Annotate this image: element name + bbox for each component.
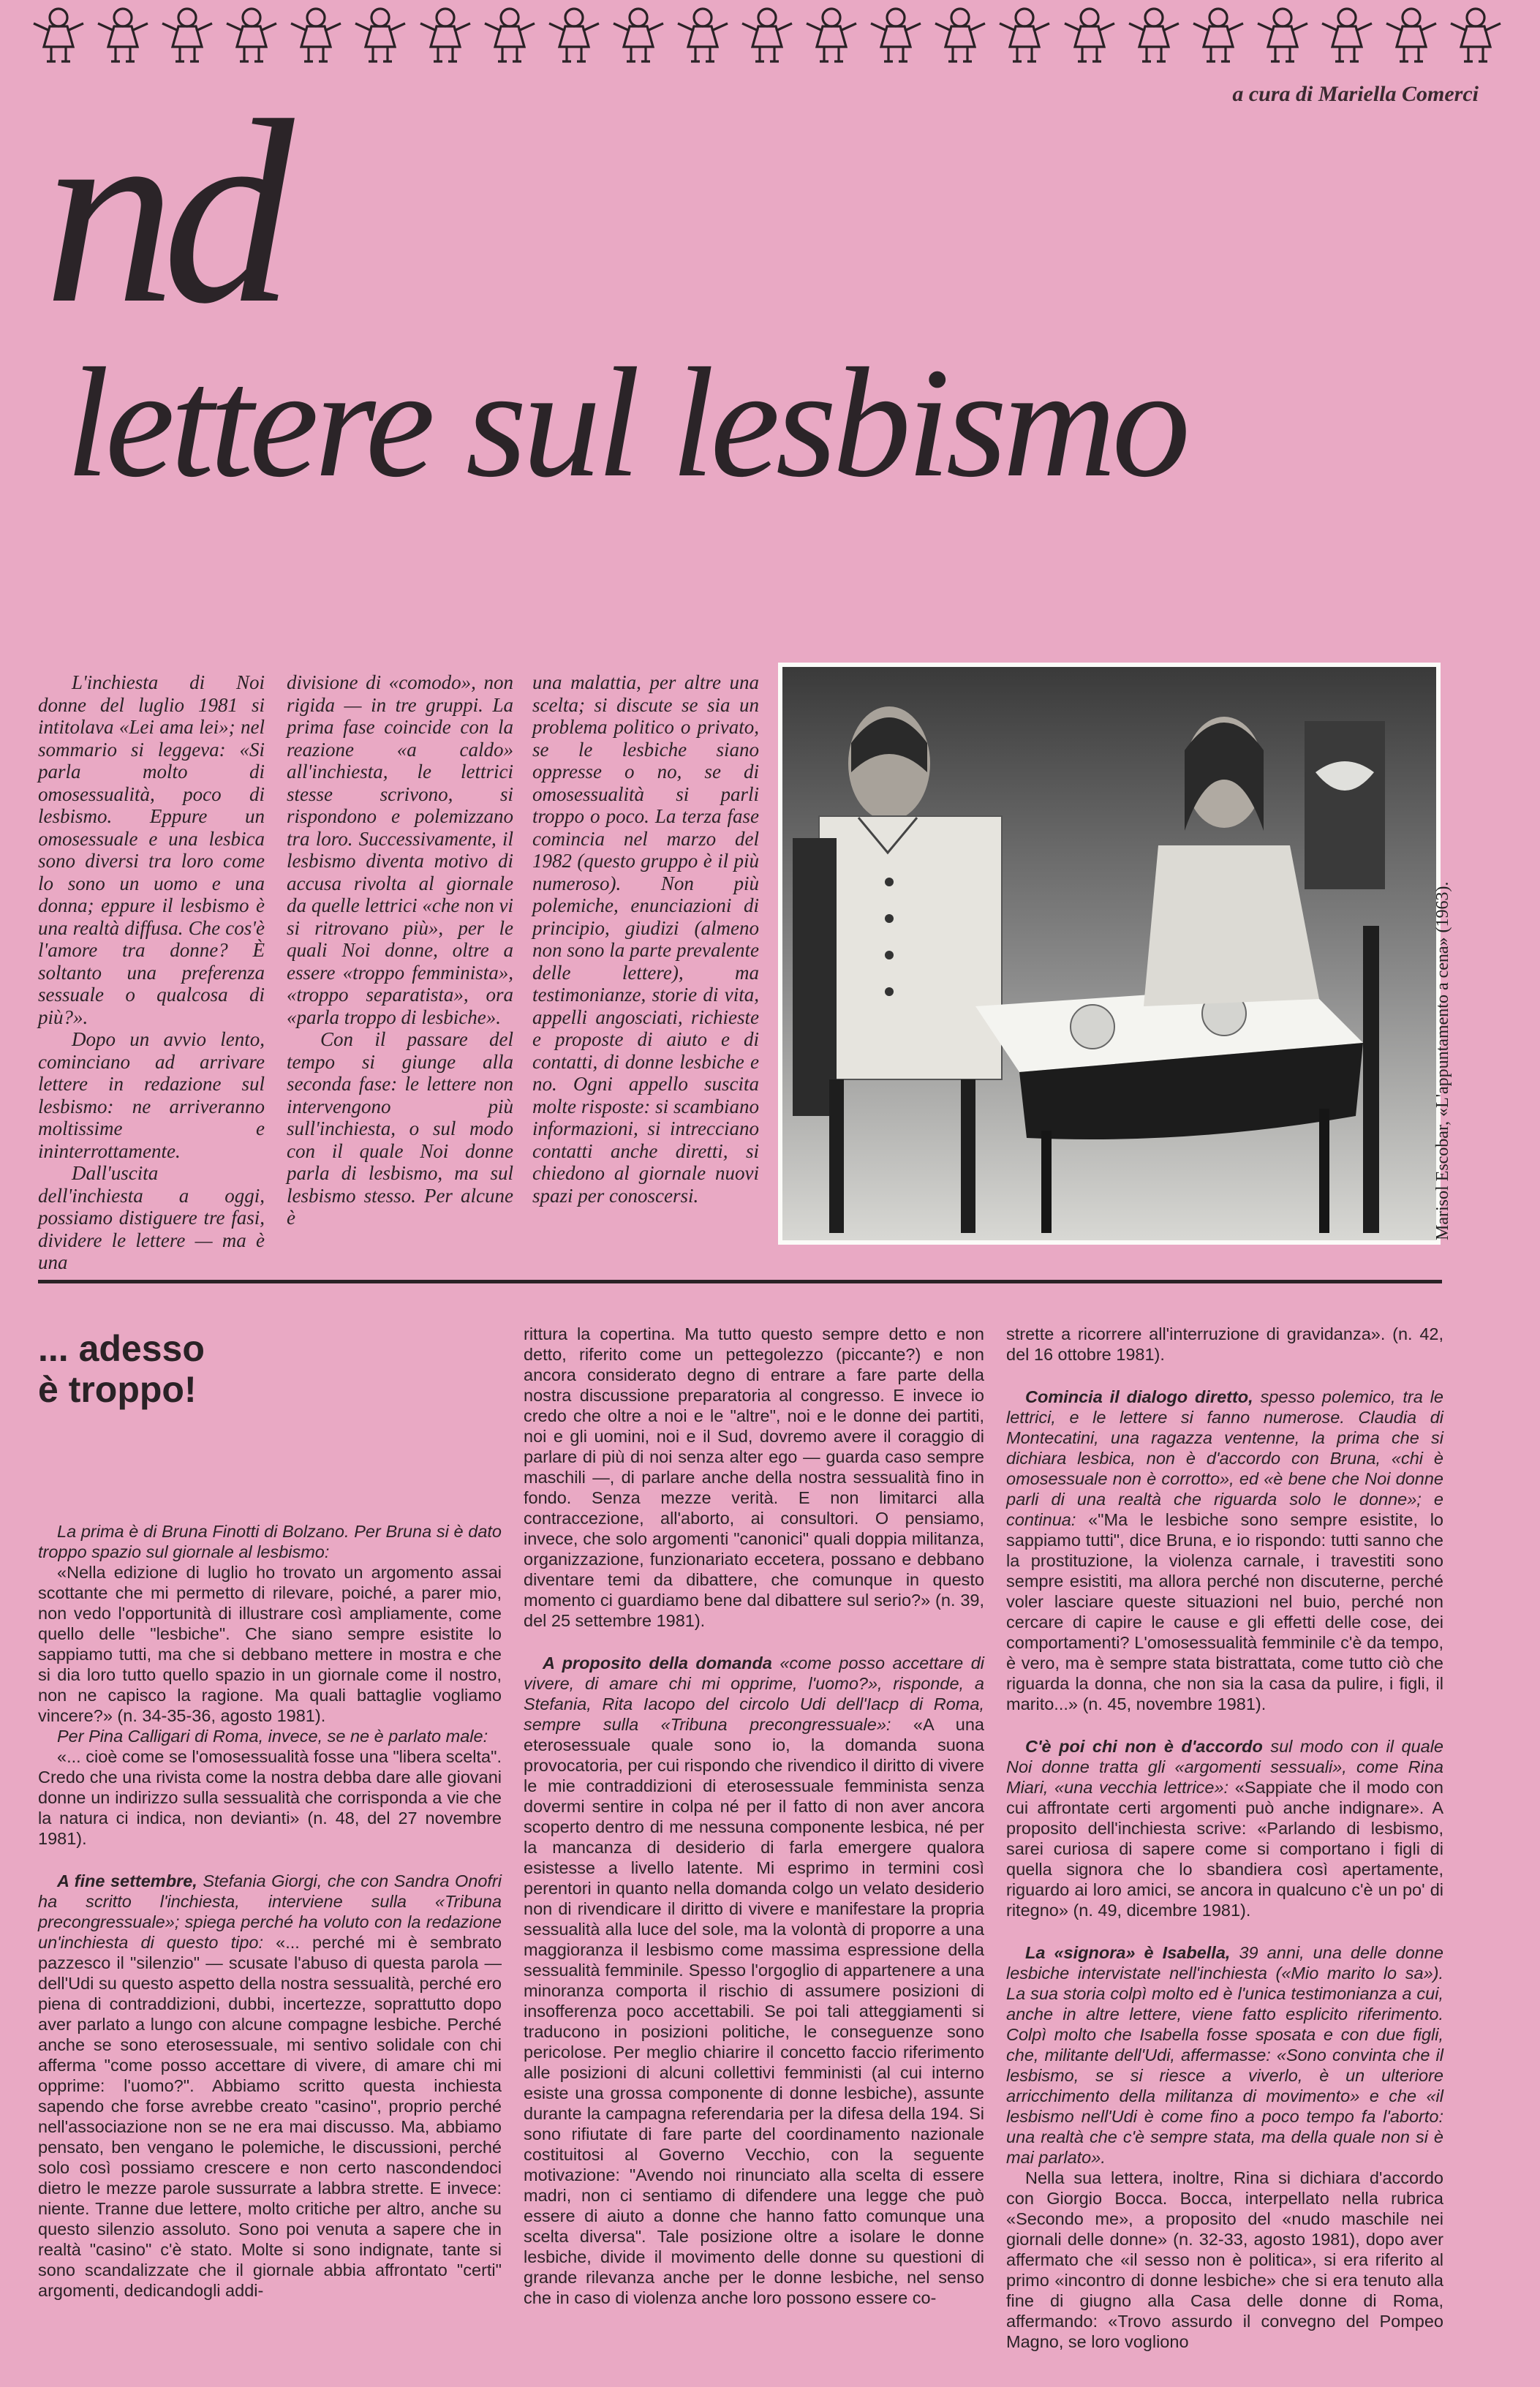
paper-doll-icon [351,6,415,73]
paragraph-body: «... perché mi è sembrato pazzesco il "silenzio" — scusate l'abuso di questa parola — dell'Udi su questo aspetto della nostra sessualità, perché ero piena di contraddizioni, dubbi, incertezze, soprattutto dopo aver parlato a lungo con alcune compagne lesbiche. Perché anche se sono eterosessuale, mi sentivo solidale con chi afferma "come posso accettare di vivere, di amare chi mi opprime: l'uomo?". Abbiamo scritto questa inchiesta sapendo che forse avrebbe creato "casino", proprio perché nell'associazione non se ne era mai discusso. Ma, abbiamo pensato, ben vengano le polemiche, le discussioni, perché solo così possiamo crescere e non certo nascondendoci dietro le mezze parole sussurrate a labbra strette. E invece: niente. Tranne due lettere, molto critiche per altro, anche su questo silenzio assoluto. Sono poi venuta a sapere che in realtà "casino" c'è stato. Molte si sono indignate, tante si sono scandalizzate che il giornale abbia affrontato "certi" argomenti, dedicandogli addi- [38,1933,502,2300]
intro-paragraph: Dopo un avvio lento, cominciano ad arrivare lettere in redazione sul lesbismo: ne arriveranno moltissime e ininterrottamente. [38,1028,265,1162]
paper-doll-icon [416,6,480,73]
paragraph-lead: A proposito della domanda [543,1653,772,1673]
body-paragraph: La prima è di Bruna Finotti di Bolzano. Per Bruna si è dato troppo spazio sul giornale al lesbismo: [38,1522,502,1561]
body-paragraph: rittura la copertina. Ma tutto questo sempre detto e non detto, riferito come un pettegolezzo (piccante?) e non ancora considerato degno di entrare a fare parte della nostra discussione preparatoria al congresso. E invece io credo che oltre a noi e le "altre", noi e le donne dei partiti, noi e gli uomini, noi e il Sud, dovremo avere il coraggio di parlare di più di noi senza alter ego — guarda caso sempre maschili —, di parlare anche della nostra sessualità fino in fondo. Senza mezze verità. E non limitarci alla contraccezione, all'aborto, ai consultori. O pensiamo, invece, che solo argomenti "canonici" quali doppia militanza, organizzazione, funzionariato eccetera, possano e debbano diventare temi da dibattere, che comunque in questo momento ci guardiamo bene dal dibattere sul serio?» (n. 39, del 25 settembre 1981). [524,1324,984,1630]
artwork-photo [778,663,1441,1245]
paper-doll-icon [222,6,287,73]
body-column-1 [38,1521,502,2301]
body-paragraph: «Nella edizione di luglio ho trovato un argomento assai scottante che mi permetto di rilevare, poiché, a parer mio, non vedo l'opportunità di illustrare così ampliamente, come quello delle "lesbiche". Che siano sempre esistite lo sappiamo tutti, ma che si debbano mettere in mostra e che si dia loro tutto quello spazio in un giornale come il nostro, non ne capisco la ragione. Ma quali battaglie vogliamo vincere?» (n. 34-35-36, agosto 1981). [38,1563,502,1725]
paragraph-lead-rest: sul modo con il quale Noi donne tratta gli «argomenti sessuali», come Rina Miari, «una vecchia lettrice»: [1006,1737,1444,1797]
paragraph-lead: La «signora» è Isabella, [1025,1943,1231,1962]
paragraph-body: «"Ma le lesbiche sono sempre esistite, lo sappiamo tutti", dice Bruna, e io rispondo: tutti sanno che la prostituzione, la violenza carnale, i travestiti sono sempre esistiti, ma allora perché non discuterne, perché voler lasciare queste situazioni nel buio, perché non cercare di capire le cause e gli effetti delle cose, dei comportamenti? L'omosessualità femminile c'è da tempo, è vero, ma è sempre stata bistrattata, come tutto ciò che riguarda la donna, che non sia la casa da pulire, i figli, il marito...» (n. 45, novembre 1981). [1006,1510,1443,1713]
paragraph-lead-rest: Stefania Giorgi, che con Sandra Onofri ha scritto l'inchiesta, interviene sulla «Tribuna precongressuale»; spiega perché ha voluto con la redazione un'inchiesta di questo tipo: [38,1871,502,1952]
section-divider [38,1280,1442,1283]
body-column-2 [524,1324,984,2308]
paper-doll-icon [287,6,351,73]
body-column-3 [1006,1324,1443,2352]
paragraph-lead: C'è poi chi non è d'accordo [1025,1737,1263,1756]
paper-doll-icon [1318,6,1382,73]
paper-doll-icon [1382,6,1446,73]
page-headline: lettere sul lesbismo [66,335,1187,510]
paper-doll-icon [1189,6,1253,73]
paper-doll-icon [673,6,738,73]
paper-doll-icon [1253,6,1318,73]
intro-paragraph: divisione di «comodo», non rigida — in tre gruppi. La prima fase coincide con la reazione «a caldo» all'inchiesta, le lettrici stesse scrivono, si rispondono e polemizzano tra loro. Successivamente, il lesbismo diventa motivo di accusa rivolta al giornale da quelle lettrici «che non vi si ritrovano più», per le quali Noi donne, oltre a essere «troppo femminista», «troppo separatista», ora «parla troppo di lesbiche». [287,671,513,1028]
paragraph-lead: A fine settembre, [57,1871,197,1890]
paper-doll-icon [480,6,545,73]
section-title [38,1328,205,1410]
intro-paragraph: Con il passare del tempo si giunge alla seconda fase: le lettere non intervengono più sull'inchiesta, o sul modo con il quale Noi donne parla di lesbismo, ma sul lesbismo stesso. Per alcune è [287,1028,513,1229]
paragraph-body: «A una eterosessuale quale sono io, la domanda suona provocatoria, per cui rispondo che rivendico il diritto di vivere le mie contraddizioni di eterosessuale femminista senza dovermi sentire in colpa né per il fatto di non aver ancora scoperto dentro di me nessuna componente lesbica, né per la mancanza di desiderio di farla emergere qualora esistesse a livello latente. Mi esprimo in termini così perentori in quanto nella domanda colgo un velato desiderio non di rivendicare il diritto di vivere e manifestare la propria sessualità alla luce del sole, ma la volontà di proporre a una maggioranza il lesbismo come massima espressione della sessualità femminile. Spesso l'orgoglio di appartenere a una minoranza comporta il rischio di assumere posizioni di insofferenza poco accettabili. Se poi tali atteggiamenti si traducono in posizioni politiche, le conseguenze sono pericolose. Per meglio chiarire il concetto faccio riferimento alle posizioni di alcuni collettivi femministi (al cui interno esiste una grossa componente di donne lesbiche), assunte durante la campagna referendaria per la difesa della 194. Si sono rifiutate di fare parte del coordinamento nazionale costituitosi al Governo Vecchio, con la seguente motivazione: "Avendo noi rinunciato alla scelta di essere madri, non ci sentiamo di difendere una legge che può essere di aiuto a donne che hanno fatto comunque una scelta diversa". Tale posizione oltre a isolare le donne lesbiche, divide il movimento delle donne su questioni di grande rilevanza anche per le donne lesbiche, nel senso che in caso di violenza anche loro possono essere co- [524,1715,985,2307]
paper-doll-icon [94,6,158,73]
editor-credit: a cura di Mariella Comerci [1232,82,1479,106]
paper-doll-border [29,6,1511,73]
section-title-line-1: ... adesso [38,1328,205,1369]
intro-paragraph: Dall'uscita dell'inchiesta a oggi, possiamo distiguere tre fasi, dividere le lettere — ma è una [38,1162,265,1273]
magazine-logo: nd [44,66,281,358]
paper-doll-icon [1446,6,1511,73]
intro-column-2 [287,671,513,1229]
intro-paragraph: una malattia, per altre una scelta; si discute se sia un problema politico o privato, se le lesbiche siano oppresse o no, se di omosessualità si parli troppo o poco. La terza fase comincia nel marzo del 1982 (questo gruppo è il più numeroso). Non più polemiche, enunciazioni di principio, giudizi (almeno non sono la parte prevalente delle lettere), ma testimonianze, storie di vita, appelli angosciati, richieste e proposte di aiuto e di contatti, di donne lesbiche e no. Ogni appello suscita molte risposte: si scambiano informazioni, si intrecciano contatti anche diretti, si chiedono al giornale nuovi spazi per conoscersi. [532,671,759,1207]
body-paragraph: Per Pina Calligari di Roma, invece, se ne è parlato male: [57,1727,488,1746]
paper-doll-icon [1060,6,1125,73]
intro-paragraph: L'inchiesta di Noi donne del luglio 1981 si intitolava «Lei ama lei»; nel sommario si leggeva: «Si parla molto di omosessualità, poco di lesbismo. Eppure un omosessuale e una lesbica sono diversi tra loro come lo sono un uomo e una donna; eppure il lesbismo è una realtà diffusa. Che cos'è l'amore tra donne? È soltanto una preferenza sessuale o qualcosa di più?». [38,671,265,1028]
intro-column-1 [38,671,265,1274]
section-title-line-2: è troppo! [38,1369,197,1410]
photo-caption: Marisol Escobar, «L'appuntamento a cena» (1963). [1433,881,1452,1240]
paper-doll-icon [931,6,995,73]
body-paragraph: strette a ricorrere all'interruzione di gravidanza». (n. 42, del 16 ottobre 1981). [1006,1324,1443,1364]
paper-doll-icon [867,6,931,73]
paragraph-lead-rest: spesso polemico, tra le lettrici, e le lettere si fanno numerose. Claudia di Montecatini, una ragazza ventenne, la prima che si dichiara lesbica, non è d'accordo con Bruna, «chi è omosessuale non è corrotto», ed «è bene che Noi donne parli di una realtà che riguarda solo le donne»; e continua: [1006,1387,1443,1529]
paper-doll-icon [158,6,222,73]
paper-doll-icon [545,6,609,73]
body-paragraph: «... cioè come se l'omosessualità fosse una "libera scelta". Credo che una rivista come la nostra debba dare alle giovani donne un indirizzo sulla sessualità che corrisponda a vie che la natura ci indica, non devianti» (n. 48, del 27 novembre 1981). [38,1747,502,1848]
paragraph-lead-rest: «come posso accettare di vivere, di amare chi mi opprime, l'uomo?», risponde, a Stefania, Rita Iacopo del circolo Udi dell'Iacp di Roma, sempre sulla «Tribuna precongressuale»: [524,1653,984,1734]
paper-doll-icon [802,6,867,73]
paper-doll-icon [738,6,802,73]
paragraph-lead-rest: 39 anni, una delle donne lesbiche intervistate nell'inchiesta («Mio marito lo sa»). La sua storia colpì molto ed è l'unica testimonianza a cui, anche in altre lettere, viene fatto esplicito riferimento. Colpì molto che Isabella fosse sposata e con due figli, che, militante dell'Udi, affermasse: «Sono convinta che il lesbismo, se si riesce a viverlo, è un ulteriore arricchimento della militanza di movimento» e che «il lesbismo nell'Udi è come fino a poco tempo fa l'aborto: una realtà che c'è sempre stata, ma della quale non si è mai parlato». [1006,1943,1443,2167]
paper-doll-icon [1125,6,1189,73]
paper-doll-icon [995,6,1060,73]
paragraph-body: «Sappiate che il modo con cui affrontate certi argomenti può anche indignare». A proposito dell'inchiesta scrive: «Parlando di lesbismo, sarei curiosa di sapere come si comportano i figli di quella signora che lo sbandiera così apertamente, riguardo ai loro amici, se ancora in qualcuno c'è un po' di ritegno» (n. 49, dicembre 1981). [1006,1778,1443,1920]
body-paragraph: Nella sua lettera, inoltre, Rina si dichiara d'accordo con Giorgio Bocca. Bocca, interpellato nella rubrica «Secondo me», a proposito del «nudo maschile nei giornali delle donne» (n. 32-33, agosto 1981), dopo aver affermato che «il sesso non è politica», si era riferito al primo «incontro di donne lesbiche» che si era tenuto alla fine di giugno alla Casa delle donne di Roma, affermando: «Trovo assurdo il convegno del Pompeo Magno, se loro vogliono [1006,2168,1443,2351]
paper-doll-icon [609,6,673,73]
paper-doll-icon [29,6,94,73]
intro-column-3 [532,671,759,1207]
paragraph-lead: Comincia il dialogo diretto, [1025,1387,1253,1406]
